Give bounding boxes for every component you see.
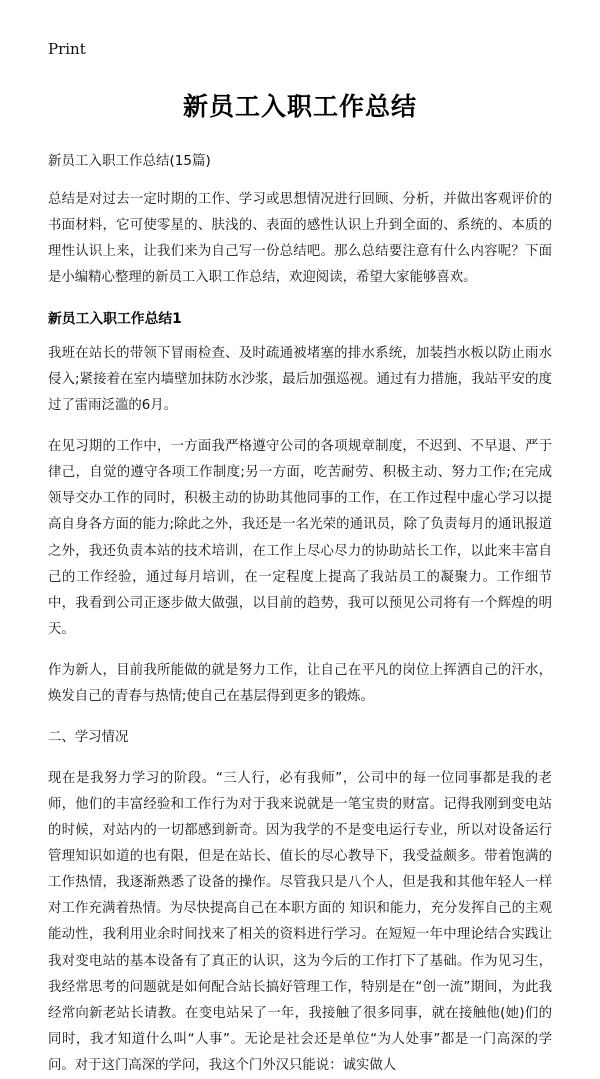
section-heading-1: 新员工入职工作总结1: [48, 310, 182, 327]
intro-paragraph: 总结是对过去一定时期的工作、学习或思想情况进行回顾、分析，并做出客观评价的书面材料，它可使零星的、肤浅的、表面的感性认识上升到全面的、系统的、本质的理性认识上来，让我们来为自己写一份总结吧。那么总结要注意有什么内容呢？下面是小编精心整理的新员工入职工作总结，欢迎阅读，希望大家能够喜欢。: [48, 192, 552, 286]
body-paragraph-2: 在见习期的工作中，一方面我严格遵守公司的各项规章制度，不迟到、不早退、严于律己，自觉的遵守各项工作制度;另一方面，吃苦耐劳、积极主动、努力工作;在完成领导交办工作的同时，积极主动的协助其他同事的工作，在工作过程中虚心学习以提高自身各方面的能力;除此之外，我还是一名光荣的通讯员，除了负责每月的通讯报道之外，我还负责本站的技术培训，在工作上尽心尽力的协助站长工作，以此来丰富自己的工作经验，通过每月培训，在一定程度上提高了我站员工的凝聚力。工作细节中，我看到公司正逐步做大做强，以目前的趋势，我可以预见公司将有一个辉煌的明天。: [48, 438, 552, 637]
body-paragraph-5: 现在是我努力学习的阶段。“三人行，必有我师”，公司中的每一位同事都是我的老师，他们的丰富经验和工作行为对于我来说就是一笔宝贵的财富。记得我刚到变电站的时候，对站内的一切都感到新奇。因为我学的不是变电运行专业，所以对设备运行管理知识如道的也有限，但是在站长、值长的尽心教导下，我受益颇多。带着饱满的工作热情，我逐渐熟悉了设备的操作。尽管我只是八个人，但是我和其他年轻人一样对工作充满着热情。为尽快提高自己在本职方面的 知识和能力，充分发挥自己的主观能动性，我利用业余时间找来了相关的资料进行学习。在短短一年中理论结合实践让我对变电站的基本设备有了真正的认识，这为今后的工作打下了基础。作为见习生，我经常思考的问题就是如何配合站长搞好管理工作，特别是在“创一流”期间，为此我经常向新老站长请教。在变电站呆了一年，我接触了很多同事，就在接触他(她)们的同时，我才知道什么叫“人事”。无论是社会还是单位“为人处事”都是一门高深的学问。对于这门高深的学问，我这个门外汉只能说：诚实做人: [48, 770, 552, 1074]
body-paragraph-3: 作为新人，目前我所能做的就是努力工作，让自己在平凡的岗位上挥洒自己的汗水，焕发自己的青春与热情;使自己在基层得到更多的锻炼。: [48, 663, 552, 705]
body-paragraph-4: 二、学习情况: [48, 730, 129, 746]
document-subtitle: 新员工入职工作总结(15篇): [48, 153, 211, 169]
print-button[interactable]: Print: [48, 40, 86, 58]
page-title: 新员工入职工作总结: [182, 92, 417, 121]
body-paragraph-1: 我班在站长的带领下冒雨检查、及时疏通被堵塞的排水系统，加装挡水板以防止雨水侵入;紧接着在室内墙壁加抹防水沙浆，最后加强巡视。通过有力措施，我站平安的度过了雷雨泛滥的6月。: [48, 345, 552, 413]
